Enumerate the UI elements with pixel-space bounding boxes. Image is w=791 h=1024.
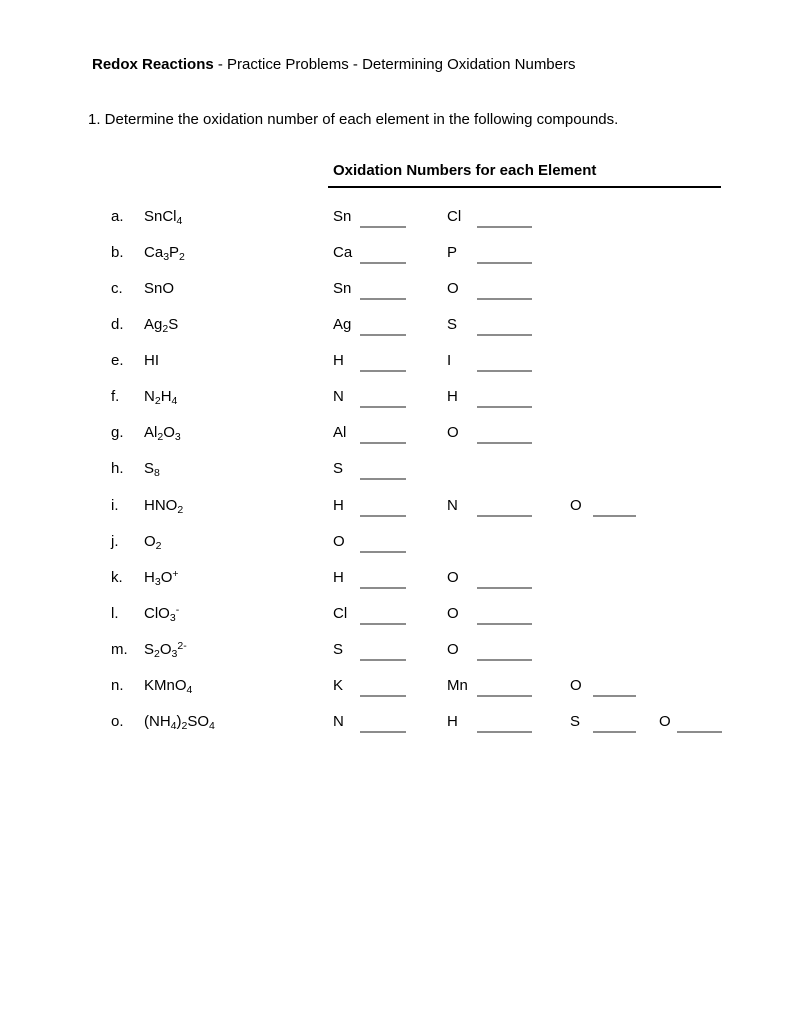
- element-symbol: Sn: [333, 280, 352, 297]
- formula-text: P: [169, 244, 180, 261]
- element-answer: [333, 568, 443, 594]
- answer-blank: [360, 478, 406, 480]
- formula-text: HNO: [144, 497, 178, 514]
- element-answer: [447, 712, 557, 738]
- worksheet-row: [0, 496, 791, 522]
- element-symbol: N: [447, 497, 458, 514]
- formula-sup: -: [175, 604, 180, 616]
- formula-sub: 2: [154, 395, 161, 407]
- answer-blank: [677, 731, 722, 733]
- formula-text: O: [163, 424, 175, 441]
- element-answer: [333, 279, 443, 305]
- element-answer: [447, 243, 557, 269]
- element-answer: [333, 712, 443, 738]
- element-symbol: H: [333, 497, 344, 514]
- element-symbol: Mn: [447, 677, 468, 694]
- answer-blank: [477, 695, 532, 697]
- element-answer: [447, 640, 557, 666]
- formula-sub: 2: [155, 540, 162, 552]
- element-answer: [447, 568, 557, 594]
- worksheet-row: [0, 279, 791, 305]
- element-answer: [447, 423, 557, 449]
- compound-formula: [144, 387, 177, 406]
- formula-text: O: [159, 641, 172, 658]
- row-letter: b.: [111, 244, 124, 261]
- worksheet-row: [0, 676, 791, 702]
- element-answer: [447, 496, 557, 522]
- element-answer: [333, 207, 443, 233]
- element-symbol: S: [333, 641, 344, 658]
- element-answer: [447, 351, 557, 377]
- answer-blank: [360, 515, 406, 517]
- formula-sub: 8: [154, 467, 160, 479]
- worksheet-row: [0, 423, 791, 449]
- page-title-rest: - Practice Problems - Determining Oxidation Numbers: [213, 56, 576, 73]
- formula-sub: 2: [162, 323, 169, 335]
- answer-blank: [593, 695, 636, 697]
- formula-sub: 3: [154, 576, 161, 588]
- compound-formula: [144, 351, 159, 370]
- row-letter: j.: [111, 533, 119, 550]
- element-answer: [333, 351, 443, 377]
- compound-formula: [144, 676, 192, 695]
- table-header: Oxidation Numbers for each Element: [328, 162, 721, 188]
- element-answer: [333, 315, 443, 341]
- element-symbol: O: [659, 713, 671, 730]
- element-answer: [333, 387, 443, 413]
- compound-formula: [144, 532, 162, 551]
- element-symbol: Al: [333, 424, 347, 441]
- worksheet-row: [0, 604, 791, 630]
- element-symbol: O: [447, 424, 459, 441]
- worksheet-row: [0, 315, 791, 341]
- row-letter: i.: [111, 497, 119, 514]
- worksheet-row: [0, 387, 791, 413]
- answer-blank: [593, 515, 636, 517]
- page-title-bold: Redox Reactions: [92, 56, 214, 73]
- formula-sub: 4: [170, 720, 177, 732]
- answer-blank: [360, 370, 406, 372]
- formula-sub: 2: [181, 720, 188, 732]
- element-answer: [333, 459, 443, 485]
- answer-blank: [360, 262, 406, 264]
- formula-sup: 2-: [177, 640, 187, 652]
- formula-sub: 4: [209, 720, 215, 732]
- formula-text: H: [160, 388, 172, 405]
- row-letter: d.: [111, 316, 124, 333]
- formula-text: N: [144, 388, 155, 405]
- compound-formula: [144, 243, 185, 262]
- element-answer: [333, 423, 443, 449]
- answer-blank: [360, 731, 406, 733]
- answer-blank: [360, 659, 406, 661]
- formula-text: HI: [144, 352, 159, 369]
- row-letter: l.: [111, 605, 119, 622]
- formula-text: Al: [144, 424, 158, 441]
- answer-blank: [360, 298, 406, 300]
- element-answer: [333, 243, 443, 269]
- element-answer: [447, 604, 557, 630]
- answer-blank: [477, 731, 532, 733]
- compound-formula: [144, 423, 181, 442]
- compound-formula: [144, 604, 179, 623]
- element-symbol: Sn: [333, 208, 352, 225]
- formula-text: SnO: [144, 280, 175, 297]
- formula-sub: 4: [171, 395, 178, 407]
- formula-text: S: [144, 641, 155, 658]
- formula-text: ): [176, 713, 182, 730]
- element-symbol: H: [333, 352, 344, 369]
- worksheet-row: [0, 351, 791, 377]
- answer-blank: [360, 551, 406, 553]
- element-answer: [570, 496, 680, 522]
- formula-sub: 4: [176, 215, 183, 227]
- element-symbol: Ca: [333, 244, 353, 261]
- formula-text: (NH: [144, 713, 171, 730]
- element-symbol: Cl: [447, 208, 462, 225]
- compound-formula: [144, 712, 215, 731]
- formula-text: S: [168, 316, 179, 333]
- worksheet-row: [0, 532, 791, 558]
- answer-blank: [477, 370, 532, 372]
- answer-blank: [477, 659, 532, 661]
- row-letter: c.: [111, 280, 123, 297]
- answer-blank: [477, 334, 532, 336]
- answer-blank: [593, 731, 636, 733]
- compound-formula: [144, 640, 187, 659]
- row-letter: m.: [111, 641, 128, 658]
- element-symbol: I: [447, 352, 452, 369]
- element-answer: [447, 676, 557, 702]
- answer-blank: [360, 226, 406, 228]
- element-answer: [447, 279, 557, 305]
- element-symbol: K: [333, 677, 344, 694]
- element-symbol: O: [447, 280, 459, 297]
- instruction-text: 1. Determine the oxidation number of each element in the following compounds.: [88, 111, 619, 128]
- element-symbol: S: [570, 713, 581, 730]
- row-letter: f.: [111, 388, 120, 405]
- answer-blank: [477, 623, 532, 625]
- answer-blank: [477, 298, 532, 300]
- element-symbol: P: [447, 244, 458, 261]
- row-letter: e.: [111, 352, 124, 369]
- element-symbol: O: [570, 497, 582, 514]
- row-letter: a.: [111, 208, 124, 225]
- formula-text: S: [144, 460, 155, 477]
- answer-blank: [477, 406, 532, 408]
- formula-sub: 2: [177, 504, 184, 516]
- formula-text: O: [160, 569, 173, 586]
- compound-formula: [144, 279, 174, 298]
- worksheet-row: [0, 243, 791, 269]
- answer-blank: [477, 515, 532, 517]
- worksheet-row: [0, 640, 791, 666]
- compound-formula: [144, 568, 179, 587]
- element-answer: [447, 207, 557, 233]
- row-letter: g.: [111, 424, 124, 441]
- element-answer: [333, 604, 443, 630]
- element-answer: [333, 640, 443, 666]
- formula-sub: 2: [179, 251, 185, 263]
- formula-text: Ca: [144, 244, 164, 261]
- answer-blank: [360, 623, 406, 625]
- compound-formula: [144, 315, 178, 334]
- element-answer: [333, 496, 443, 522]
- element-symbol: Cl: [333, 605, 348, 622]
- element-symbol: Ag: [333, 316, 352, 333]
- answer-blank: [477, 262, 532, 264]
- row-letter: h.: [111, 460, 124, 477]
- element-symbol: H: [447, 713, 458, 730]
- answer-blank: [360, 406, 406, 408]
- formula-sub: 3: [171, 648, 178, 660]
- row-letter: k.: [111, 569, 123, 586]
- element-answer: [333, 532, 443, 558]
- answer-blank: [360, 587, 406, 589]
- formula-sub: 4: [186, 684, 193, 696]
- element-symbol: O: [447, 641, 459, 658]
- element-symbol: S: [333, 460, 344, 477]
- answer-blank: [360, 695, 406, 697]
- compound-formula: [144, 459, 160, 478]
- element-symbol: H: [333, 569, 344, 586]
- worksheet-row: [0, 459, 791, 485]
- compound-formula: [144, 207, 182, 226]
- worksheet-row: [0, 207, 791, 233]
- formula-text: SO: [187, 713, 210, 730]
- element-symbol: O: [447, 605, 459, 622]
- worksheet-row: [0, 712, 791, 738]
- formula-text: Ag: [144, 316, 163, 333]
- formula-text: H: [144, 569, 155, 586]
- worksheet-row: [0, 568, 791, 594]
- element-symbol: H: [447, 388, 458, 405]
- element-symbol: N: [333, 388, 344, 405]
- formula-sub: 3: [169, 612, 176, 624]
- element-symbol: O: [333, 533, 345, 550]
- formula-sub: 3: [174, 431, 181, 443]
- element-answer: [333, 676, 443, 702]
- element-answer: [447, 387, 557, 413]
- element-answer: [659, 712, 769, 738]
- formula-text: KMnO: [144, 677, 187, 694]
- element-answer: [570, 676, 680, 702]
- element-symbol: N: [333, 713, 344, 730]
- row-letter: n.: [111, 677, 124, 694]
- formula-sub: 3: [163, 251, 170, 263]
- formula-sup: +: [172, 568, 179, 580]
- formula-text: ClO: [144, 605, 170, 622]
- formula-text: O: [144, 533, 156, 550]
- row-letter: o.: [111, 713, 124, 730]
- formula-sub: 2: [157, 431, 164, 443]
- element-symbol: O: [570, 677, 582, 694]
- element-symbol: S: [447, 316, 458, 333]
- formula-sub: 2: [154, 648, 160, 660]
- formula-text: SnCl: [144, 208, 177, 225]
- element-answer: [447, 315, 557, 341]
- answer-blank: [477, 587, 532, 589]
- answer-blank: [477, 226, 532, 228]
- answer-blank: [360, 334, 406, 336]
- element-symbol: O: [447, 569, 459, 586]
- compound-formula: [144, 496, 183, 515]
- answer-blank: [477, 442, 532, 444]
- answer-blank: [360, 442, 406, 444]
